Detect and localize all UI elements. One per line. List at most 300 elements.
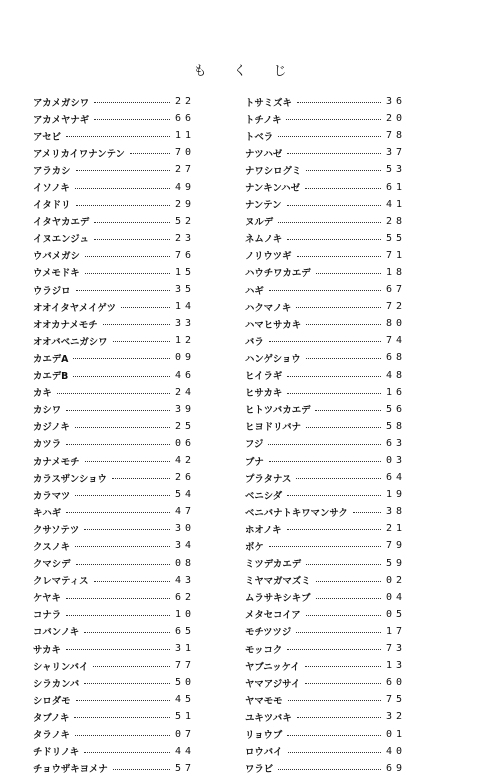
- dot-leader: [269, 341, 381, 342]
- toc-entry-page-number: 43: [174, 574, 195, 586]
- toc-entry-name: ミヤマガマズミ: [245, 576, 311, 588]
- toc-entry-page-number: 37: [385, 147, 406, 159]
- toc-entry-name: アラカシ: [33, 165, 71, 177]
- dot-leader: [66, 410, 170, 411]
- toc-entry-name: カエデB: [33, 371, 69, 383]
- toc-entry-name: ベニバナトキワマンサク: [245, 507, 348, 519]
- toc-entry-page-number: 14: [174, 301, 195, 313]
- dot-leader: [316, 273, 381, 274]
- toc-entry-name: カナメモチ: [33, 456, 80, 468]
- toc-entry[interactable]: [33, 127, 195, 144]
- dot-leader: [75, 188, 170, 189]
- toc-entry-name: ヌルデ: [245, 217, 274, 229]
- toc-entry-name: ナワシログミ: [245, 165, 302, 177]
- toc-entry-name: オオバベニガシワ: [33, 336, 108, 348]
- toc-entry[interactable]: [33, 401, 195, 418]
- toc-entry[interactable]: [245, 298, 406, 315]
- dot-leader: [316, 581, 381, 582]
- toc-entry-page-number: 50: [174, 677, 195, 689]
- toc-entry-page-number: 39: [174, 403, 195, 415]
- toc-entry-page-number: 79: [385, 540, 406, 552]
- toc-entry-name: ワラビ: [245, 764, 274, 776]
- toc-entry[interactable]: [33, 572, 195, 589]
- toc-entry-name: ヒサカキ: [245, 388, 283, 400]
- toc-entry[interactable]: [33, 161, 195, 178]
- toc-entry-page-number: 51: [174, 711, 195, 723]
- toc-entry[interactable]: [245, 691, 406, 708]
- toc-entry-page-number: 27: [174, 164, 195, 176]
- toc-entry[interactable]: [33, 247, 195, 264]
- toc-entry[interactable]: [245, 537, 406, 554]
- toc-entry-name: ウラジロ: [33, 285, 71, 297]
- dot-leader: [306, 615, 381, 616]
- dot-leader: [278, 222, 381, 223]
- toc-entry-name: ヒイラギ: [245, 371, 283, 383]
- dot-leader: [278, 769, 381, 770]
- toc-entry-name: イソノキ: [33, 183, 70, 195]
- toc-entry-page-number: 70: [174, 147, 195, 159]
- toc-entry-page-number: 31: [174, 643, 195, 655]
- toc-entry-page-number: 13: [385, 660, 406, 672]
- toc-entry-page-number: 59: [385, 557, 406, 569]
- toc-entry[interactable]: [33, 281, 195, 298]
- toc-entry[interactable]: [245, 674, 406, 691]
- toc-entry-page-number: 04: [385, 591, 406, 603]
- toc-entry[interactable]: [33, 315, 195, 332]
- toc-entry-page-number: 34: [174, 540, 195, 552]
- toc-entry-name: ナツハゼ: [245, 148, 283, 160]
- toc-entry[interactable]: [245, 213, 406, 230]
- toc-entry-page-number: 42: [174, 455, 195, 467]
- toc-entry[interactable]: [33, 213, 195, 230]
- toc-entry-page-number: 77: [174, 660, 195, 672]
- toc-entry-name: トチノキ: [245, 114, 282, 126]
- toc-entry-name: タラノキ: [33, 730, 70, 742]
- toc-entry[interactable]: [33, 332, 195, 349]
- toc-entry-name: クスノキ: [33, 541, 71, 553]
- toc-entry-page-number: 30: [174, 523, 195, 535]
- toc-entry-page-number: 54: [174, 489, 195, 501]
- toc-entry-name: コバンノキ: [33, 627, 80, 639]
- toc-entry[interactable]: [33, 110, 195, 127]
- dot-leader: [287, 393, 381, 394]
- toc-entry-name: イタヤカエデ: [33, 217, 90, 229]
- toc-entry[interactable]: [33, 725, 195, 742]
- toc-entry-page-number: 66: [174, 113, 195, 125]
- toc-entry-page-number: 63: [385, 437, 406, 449]
- toc-entry[interactable]: [33, 367, 195, 384]
- toc-entry[interactable]: [33, 298, 195, 315]
- toc-entry[interactable]: [245, 384, 406, 401]
- toc-entry-page-number: 75: [385, 694, 406, 706]
- dot-leader: [287, 205, 381, 206]
- toc-entry-name: アカメヤナギ: [33, 114, 90, 126]
- toc-entry-name: チドリノキ: [33, 747, 80, 759]
- dot-leader: [353, 512, 381, 513]
- toc-entry[interactable]: [33, 691, 195, 708]
- dot-leader: [85, 273, 170, 274]
- toc-entry[interactable]: [245, 110, 406, 127]
- toc-entry-name: ハクマノキ: [245, 302, 292, 314]
- page-title: もくじ: [193, 64, 314, 79]
- toc-entry[interactable]: [33, 520, 195, 537]
- toc-entry[interactable]: [245, 520, 406, 537]
- toc-entry[interactable]: [33, 384, 195, 401]
- dot-leader: [287, 376, 381, 377]
- toc-entry-name: キハギ: [33, 507, 62, 519]
- toc-entry[interactable]: [33, 349, 195, 366]
- toc-entry-page-number: 52: [174, 215, 195, 227]
- toc-entry-page-number: 12: [174, 335, 195, 347]
- toc-entry[interactable]: [33, 452, 195, 469]
- toc-entry[interactable]: [33, 196, 195, 213]
- toc-entry-page-number: 64: [385, 472, 406, 484]
- dot-leader: [297, 102, 381, 103]
- toc-entry-page-number: 58: [385, 420, 406, 432]
- toc-entry[interactable]: [33, 230, 195, 247]
- dot-leader: [306, 324, 381, 325]
- dot-leader: [76, 205, 170, 206]
- toc-entry-name: ノリウツギ: [245, 251, 292, 263]
- toc-entry[interactable]: [245, 247, 406, 264]
- toc-entry[interactable]: [245, 725, 406, 742]
- toc-entry[interactable]: [33, 657, 195, 674]
- toc-entry[interactable]: [245, 640, 406, 657]
- dot-leader: [73, 376, 170, 377]
- toc-entry-page-number: 32: [385, 711, 406, 723]
- dot-leader: [76, 290, 170, 291]
- toc-entry-name: ナンキンハゼ: [245, 183, 301, 195]
- toc-entry-page-number: 46: [174, 369, 195, 381]
- toc-entry-name: バラ: [245, 336, 264, 348]
- toc-entry-page-number: 76: [174, 249, 195, 261]
- toc-entry[interactable]: [245, 315, 406, 332]
- toc-entry-page-number: 40: [385, 745, 406, 757]
- dot-leader: [296, 307, 381, 308]
- dot-leader: [112, 478, 170, 479]
- toc-entry-name: カシワ: [33, 405, 62, 417]
- dot-leader: [269, 461, 381, 462]
- dot-leader: [306, 427, 381, 428]
- toc-entry-name: カキ: [33, 388, 52, 400]
- dot-leader: [287, 153, 381, 154]
- toc-entry[interactable]: [245, 230, 406, 247]
- toc-entry-name: カラスザンショウ: [33, 473, 107, 485]
- toc-entry-page-number: 69: [385, 762, 406, 774]
- dot-leader: [306, 170, 381, 171]
- toc-entry[interactable]: [33, 623, 195, 640]
- toc-entry-name: イヌエンジュ: [33, 234, 89, 246]
- toc-entry[interactable]: [245, 760, 406, 777]
- toc-entry-name: リョウブ: [245, 730, 283, 742]
- toc-entry-page-number: 60: [385, 677, 406, 689]
- toc-entry[interactable]: [245, 452, 406, 469]
- toc-entry-name: ミツデカエデ: [245, 559, 302, 571]
- toc-entry-page-number: 29: [174, 198, 195, 210]
- dot-leader: [121, 307, 170, 308]
- dot-leader: [287, 495, 381, 496]
- toc-entry-page-number: 05: [385, 608, 406, 620]
- toc-entry[interactable]: [245, 606, 406, 623]
- dot-leader: [315, 410, 381, 411]
- toc-entry[interactable]: [33, 418, 195, 435]
- toc-entry-page-number: 62: [174, 591, 195, 603]
- toc-entry-page-number: 02: [385, 574, 406, 586]
- toc-entry-name: モッコク: [245, 644, 283, 656]
- toc-entry-name: ウメモドキ: [33, 268, 80, 280]
- toc-entry-page-number: 07: [174, 728, 195, 740]
- toc-entry-page-number: 61: [385, 181, 406, 193]
- toc-entry-name: ヤブニッケイ: [245, 661, 300, 673]
- dot-leader: [316, 598, 381, 599]
- toc-entry-page-number: 03: [385, 455, 406, 467]
- toc-entry-name: ホオノキ: [245, 524, 282, 536]
- dot-leader: [66, 512, 170, 513]
- toc-entry-name: トサミズキ: [245, 97, 292, 109]
- toc-entry[interactable]: [33, 486, 195, 503]
- toc-entry-name: シラカンバ: [33, 678, 80, 690]
- toc-entry[interactable]: [33, 178, 195, 195]
- toc-entry-page-number: 73: [385, 643, 406, 655]
- toc-entry-page-number: 22: [174, 96, 195, 108]
- dot-leader: [287, 735, 381, 736]
- dot-leader: [93, 666, 170, 667]
- dot-leader: [113, 341, 170, 342]
- toc-entry[interactable]: [245, 555, 406, 572]
- toc-entry-page-number: 26: [174, 472, 195, 484]
- toc-entry[interactable]: [245, 178, 406, 195]
- toc-entry-page-number: 72: [385, 301, 406, 313]
- toc-entry[interactable]: [245, 743, 406, 760]
- toc-entry-page-number: 38: [385, 506, 406, 518]
- toc-entry-page-number: 47: [174, 506, 195, 518]
- toc-entry-page-number: 44: [174, 745, 195, 757]
- dot-leader: [287, 649, 381, 650]
- toc-entry[interactable]: [245, 93, 406, 110]
- toc-entry[interactable]: [245, 708, 406, 725]
- toc-entry[interactable]: [245, 281, 406, 298]
- toc-entry-name: ハマヒサカキ: [245, 319, 302, 331]
- toc-entry[interactable]: [33, 708, 195, 725]
- dot-leader: [288, 700, 381, 701]
- toc-entry-name: ケヤキ: [33, 593, 61, 605]
- dot-leader: [85, 461, 170, 462]
- dot-leader: [103, 324, 170, 325]
- toc-entry[interactable]: [33, 589, 195, 606]
- toc-entry[interactable]: [245, 332, 406, 349]
- toc-entry[interactable]: [245, 367, 406, 384]
- dot-leader: [94, 119, 170, 120]
- toc-entry[interactable]: [33, 674, 195, 691]
- toc-entry-name: カラマツ: [33, 490, 71, 502]
- toc-entry-page-number: 35: [174, 284, 195, 296]
- toc-entry-name: ヒヨドリバナ: [245, 422, 301, 434]
- toc-entry-name: ヤマアジサイ: [245, 678, 301, 690]
- toc-entry-page-number: 01: [385, 728, 406, 740]
- toc-entry-name: ネムノキ: [245, 234, 283, 246]
- toc-entry-page-number: 45: [174, 694, 195, 706]
- dot-leader: [76, 700, 170, 701]
- toc-entry-page-number: 21: [385, 523, 406, 535]
- toc-entry-name: サカキ: [33, 644, 61, 656]
- dot-leader: [84, 529, 170, 530]
- toc-entry[interactable]: [245, 161, 406, 178]
- toc-entry-page-number: 80: [385, 318, 406, 330]
- dot-leader: [113, 769, 170, 770]
- dot-leader: [306, 564, 381, 565]
- dot-leader: [84, 752, 170, 753]
- dot-leader: [66, 136, 170, 137]
- toc-entry-name: トベラ: [245, 131, 274, 143]
- toc-entry-name: アカメガシワ: [33, 97, 90, 109]
- dot-leader: [75, 735, 170, 736]
- toc-entry-page-number: 08: [174, 557, 195, 569]
- dot-leader: [305, 683, 381, 684]
- dot-leader: [57, 393, 170, 394]
- toc-entry[interactable]: [245, 196, 406, 213]
- toc-entry-page-number: 25: [174, 420, 195, 432]
- dot-leader: [74, 717, 170, 718]
- toc-entry-name: クレマティス: [33, 576, 89, 588]
- dot-leader: [269, 290, 381, 291]
- toc-entry[interactable]: [245, 144, 406, 161]
- toc-entry-page-number: 33: [174, 318, 195, 330]
- toc-entry-page-number: 49: [174, 181, 195, 193]
- dot-leader: [94, 222, 170, 223]
- dot-leader: [278, 136, 381, 137]
- toc-entry[interactable]: [245, 589, 406, 606]
- toc-entry[interactable]: [245, 486, 406, 503]
- dot-leader: [66, 649, 170, 650]
- toc-entry-page-number: 28: [385, 215, 406, 227]
- toc-entry-name: モチツツジ: [245, 627, 292, 639]
- toc-entry-name: ナンテン: [245, 200, 282, 212]
- dot-leader: [296, 632, 381, 633]
- toc-entry[interactable]: [245, 127, 406, 144]
- dot-leader: [76, 564, 170, 565]
- toc-entry-page-number: 10: [174, 608, 195, 620]
- toc-entry[interactable]: [33, 743, 195, 760]
- toc-entry-name: ロウバイ: [245, 747, 283, 759]
- toc-entry-name: オオカナメモチ: [33, 319, 98, 331]
- dot-leader: [305, 666, 381, 667]
- toc-entry-page-number: 15: [174, 266, 195, 278]
- toc-entry-name: ハウチワカエデ: [245, 268, 311, 280]
- dot-leader: [94, 239, 170, 240]
- toc-entry[interactable]: [245, 435, 406, 452]
- toc-entry-page-number: 16: [385, 386, 406, 398]
- toc-entry-page-number: 06: [174, 437, 195, 449]
- toc-entry-page-number: 53: [385, 164, 406, 176]
- dot-leader: [297, 717, 381, 718]
- toc-entry-name: シロダモ: [33, 695, 71, 707]
- dot-leader: [75, 546, 170, 547]
- toc-entry-name: ユキツバキ: [245, 712, 292, 724]
- dot-leader: [75, 427, 170, 428]
- toc-entry-page-number: 71: [385, 249, 406, 261]
- toc-entry-page-number: 65: [174, 625, 195, 637]
- toc-entry[interactable]: [245, 657, 406, 674]
- dot-leader: [94, 581, 170, 582]
- toc-entry-name: イタドリ: [33, 200, 71, 212]
- toc-entry-name: アメリカイワナンテン: [33, 148, 125, 160]
- dot-leader: [75, 495, 170, 496]
- toc-entry[interactable]: [33, 555, 195, 572]
- toc-entry-name: プラタナス: [245, 473, 292, 485]
- toc-entry[interactable]: [33, 503, 195, 520]
- toc-entry-name: クサソテツ: [33, 524, 80, 536]
- toc-entry[interactable]: [33, 93, 195, 110]
- toc-entry[interactable]: [245, 572, 406, 589]
- dot-leader: [84, 683, 170, 684]
- toc-entry[interactable]: [33, 640, 195, 657]
- toc-entry-name: チョウザキヨメナ: [33, 764, 108, 776]
- toc-entry-page-number: 74: [385, 335, 406, 347]
- toc-entry[interactable]: [33, 435, 195, 452]
- toc-entry-name: ヒトツバカエデ: [245, 405, 311, 417]
- toc-entry-page-number: 68: [385, 352, 406, 364]
- dot-leader: [305, 188, 381, 189]
- toc-entry[interactable]: [33, 760, 195, 777]
- toc-entry-page-number: 57: [174, 762, 195, 774]
- dot-leader: [297, 256, 381, 257]
- toc-entry[interactable]: [33, 606, 195, 623]
- toc-entry-name: オオイタヤメイゲツ: [33, 302, 116, 314]
- toc-entry[interactable]: [33, 469, 195, 486]
- dot-leader: [66, 615, 170, 616]
- toc-entry-name: ウバメガシ: [33, 251, 80, 263]
- dot-leader: [287, 529, 381, 530]
- dot-leader: [130, 153, 170, 154]
- dot-leader: [73, 358, 170, 359]
- toc-entry-name: ハギ: [245, 285, 264, 297]
- toc-entry-page-number: 36: [385, 96, 406, 108]
- toc-entry-name: ムラサキシキブ: [245, 593, 311, 605]
- toc-entry[interactable]: [245, 349, 406, 366]
- toc-entry-name: タブノキ: [33, 712, 70, 724]
- dot-leader: [288, 752, 381, 753]
- dot-leader: [84, 632, 170, 633]
- toc-entry[interactable]: [245, 469, 406, 486]
- toc-entry[interactable]: [245, 264, 406, 281]
- toc-entry[interactable]: [33, 537, 195, 554]
- toc-entry-page-number: 11: [174, 130, 195, 142]
- toc-entry[interactable]: [245, 503, 406, 520]
- toc-entry[interactable]: [245, 418, 406, 435]
- toc-entry[interactable]: [33, 144, 195, 161]
- toc-entry-page-number: 18: [385, 266, 406, 278]
- toc-entry-name: ヤマモモ: [245, 695, 283, 707]
- toc-entry[interactable]: [33, 264, 195, 281]
- toc-entry-name: ハンゲショウ: [245, 353, 301, 365]
- toc-entry[interactable]: [245, 623, 406, 640]
- toc-entry-name: メタセコイア: [245, 610, 301, 622]
- toc-entry-page-number: 24: [174, 386, 195, 398]
- toc-left-column: [33, 93, 195, 777]
- toc-entry[interactable]: [245, 401, 406, 418]
- dot-leader: [66, 444, 170, 445]
- dot-leader: [66, 598, 170, 599]
- toc-entry-page-number: 56: [385, 403, 406, 415]
- toc-entry-page-number: 19: [385, 489, 406, 501]
- toc-entry-page-number: 20: [385, 113, 406, 125]
- dot-leader: [287, 239, 381, 240]
- toc-entry-page-number: 55: [385, 232, 406, 244]
- toc-entry-name: ボケ: [245, 541, 264, 553]
- toc-right-column: [245, 93, 406, 777]
- toc-entry-name: クマシデ: [33, 559, 71, 571]
- dot-leader: [268, 444, 381, 445]
